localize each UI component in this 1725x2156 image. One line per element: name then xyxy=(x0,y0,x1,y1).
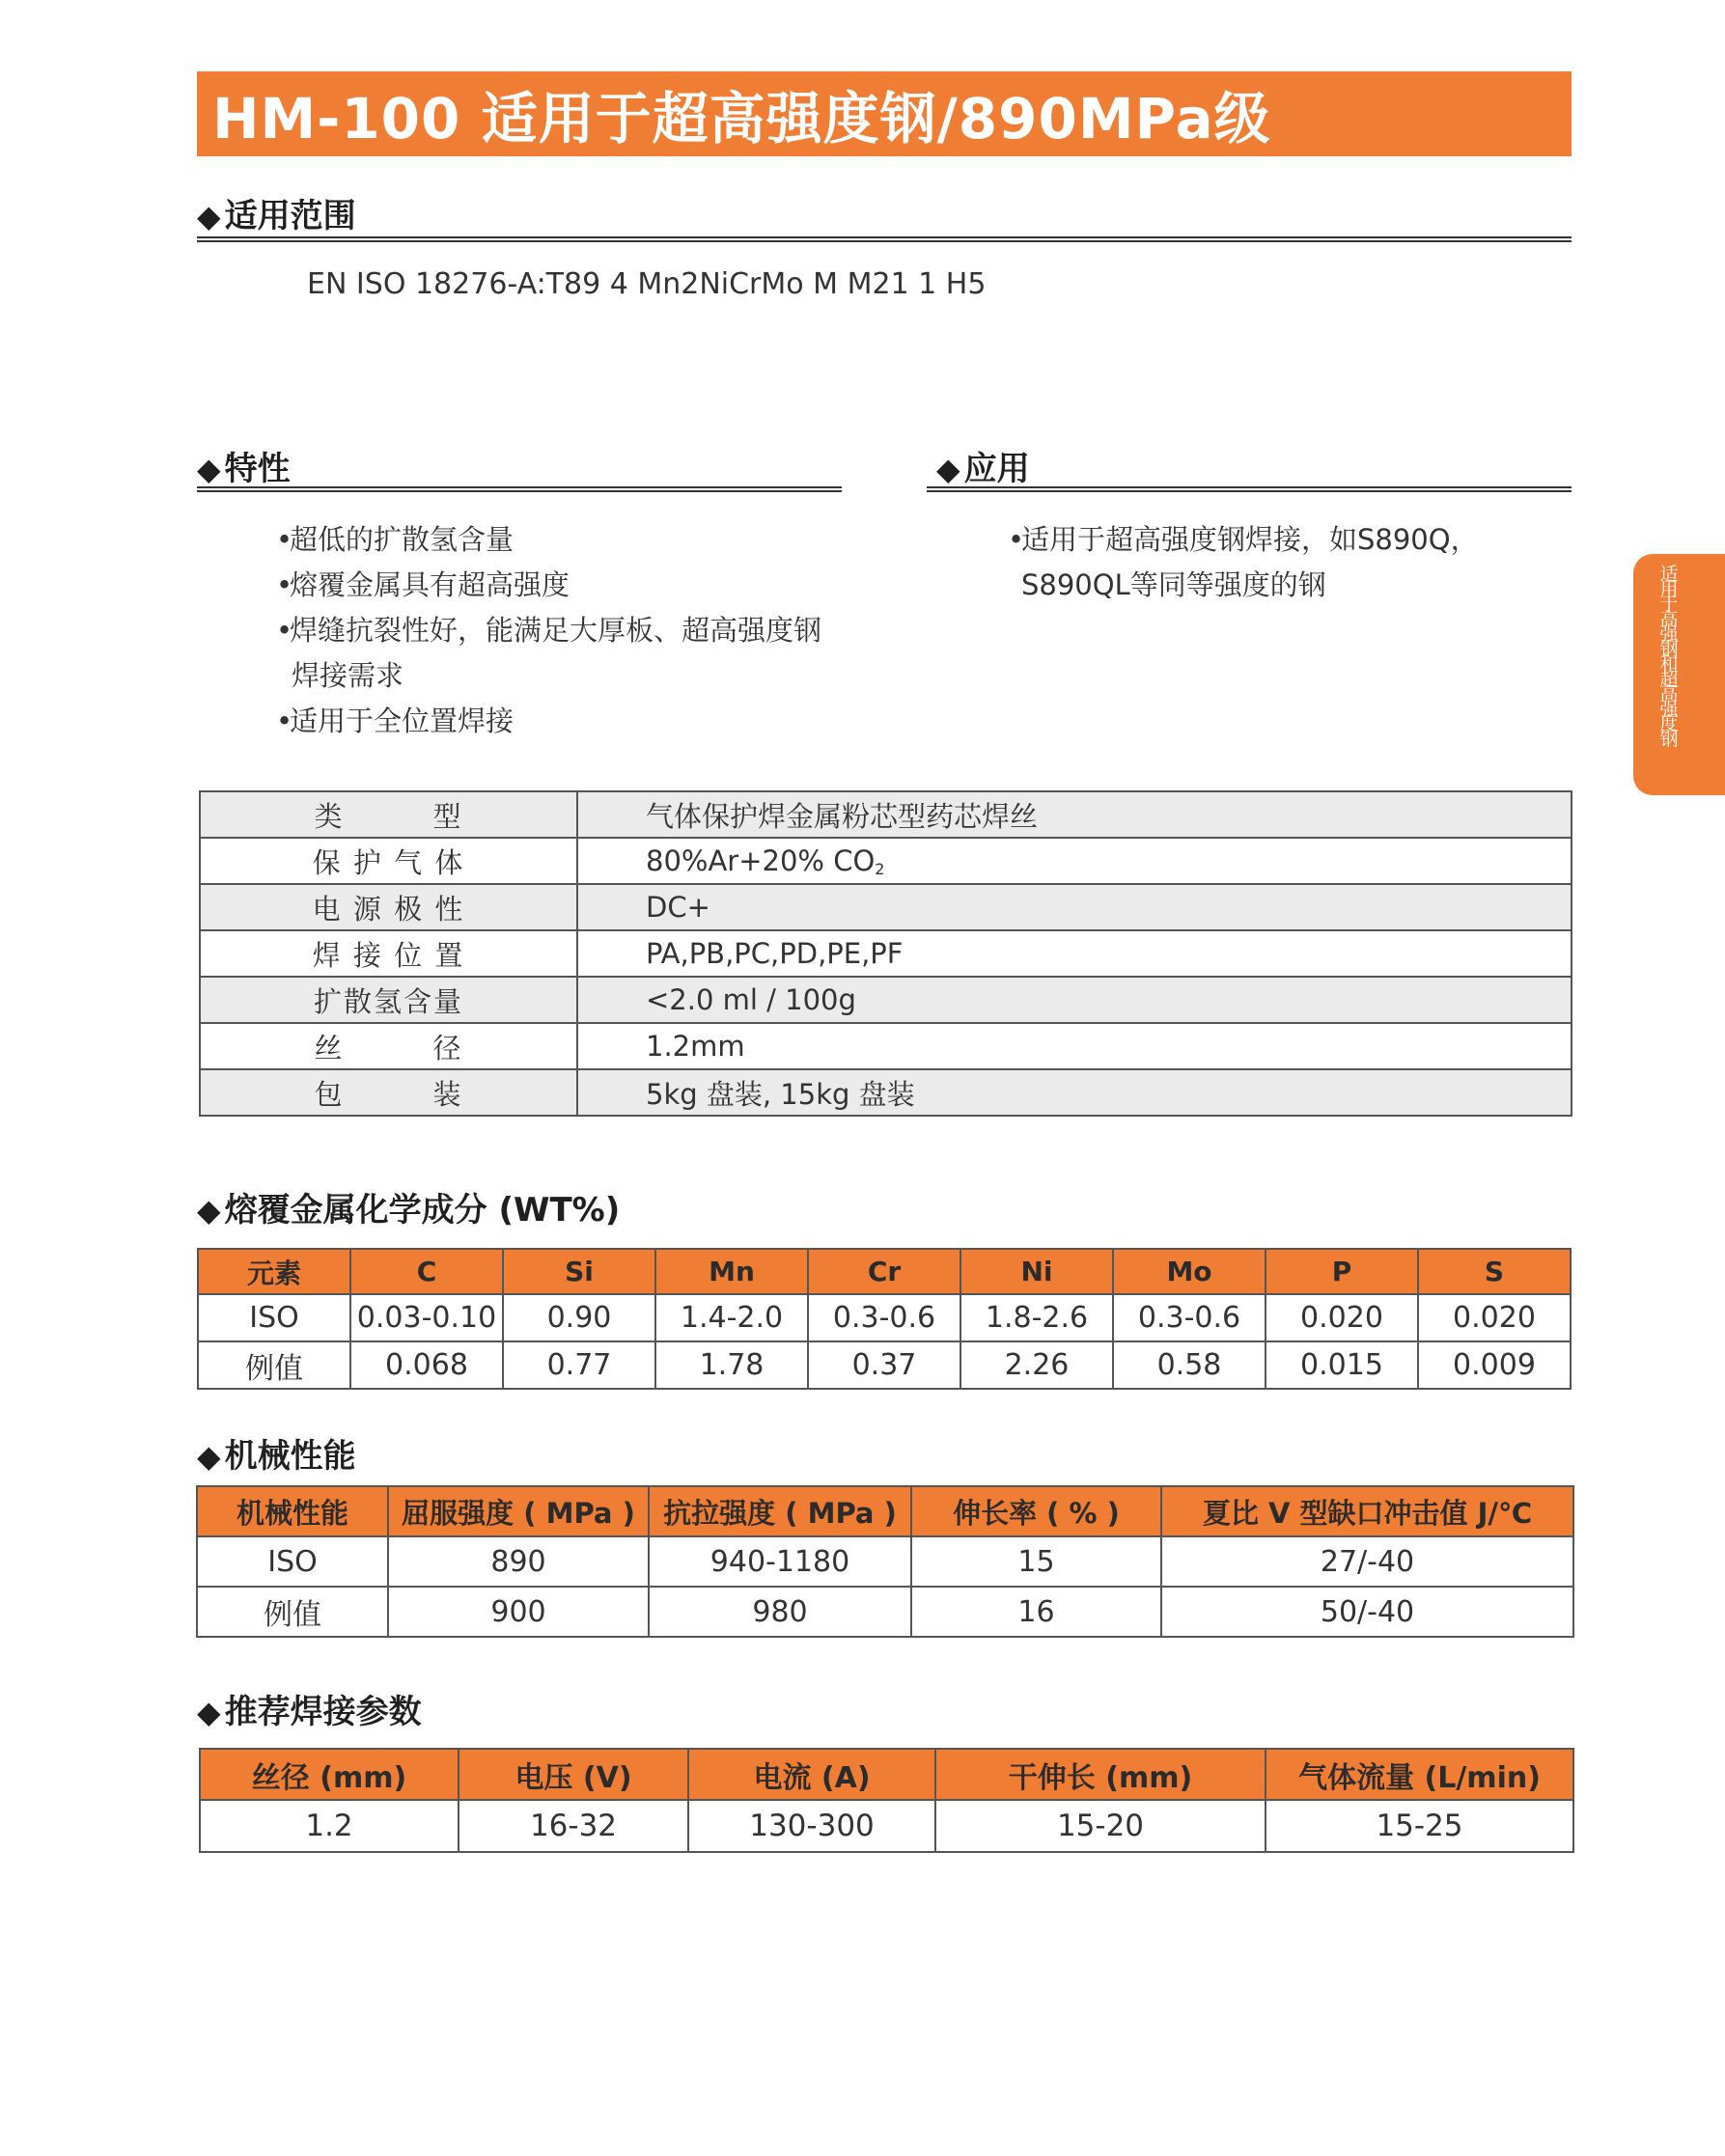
table-cell: 0.3-0.6 xyxy=(1113,1294,1266,1341)
table-cell: 15-20 xyxy=(935,1800,1266,1852)
side-index-tab[interactable] xyxy=(1633,554,1725,795)
mechanical-table xyxy=(196,1485,1574,1638)
spec-value: <2.0 ml / 100g xyxy=(577,977,1572,1023)
spec-label: 扩散氢含量 xyxy=(200,977,577,1023)
side-tab-label: 适用于高强钢和超高强度钢 xyxy=(1659,564,1679,750)
spec-label: 类 型 xyxy=(200,791,577,838)
table-cell: 0.90 xyxy=(503,1294,655,1341)
table-row xyxy=(198,1341,1571,1389)
column-header: S xyxy=(1418,1249,1571,1294)
table-cell: 例值 xyxy=(197,1587,388,1637)
application-line: • 适用于超高强度钢焊接，如S890Q， xyxy=(1010,517,1479,563)
table-cell: 例值 xyxy=(198,1341,350,1389)
spec-value: 5kg 盘装, 15kg 盘装 xyxy=(577,1069,1572,1116)
spec-label: 电 源 极 性 xyxy=(200,884,577,930)
features-divider xyxy=(197,486,842,492)
welding-heading: ◆ 推荐焊接参数 xyxy=(197,1693,422,1731)
column-header: Si xyxy=(503,1249,655,1294)
scope-heading: ◆ 适用范围 xyxy=(197,197,356,235)
column-header: 电压 (V) xyxy=(459,1749,688,1800)
welding-table xyxy=(199,1748,1574,1853)
list-item: • 熔覆金属具有超高强度 xyxy=(278,563,821,608)
table-header-row xyxy=(198,1249,1571,1294)
diamond-bullet-icon: ◆ xyxy=(197,198,221,235)
table-cell: 15 xyxy=(911,1536,1161,1587)
table-row xyxy=(197,1587,1573,1637)
column-header: C xyxy=(350,1249,503,1294)
column-header: 屈服强度 ( MPa ) xyxy=(388,1486,649,1536)
diamond-bullet-icon: ◆ xyxy=(936,451,960,487)
diamond-bullet-icon: ◆ xyxy=(197,1192,221,1229)
column-header: 抗拉强度 ( MPa ) xyxy=(649,1486,911,1536)
table-cell: 900 xyxy=(388,1587,649,1637)
spec-label: 保 护 气 体 xyxy=(200,838,577,884)
table-cell: 0.015 xyxy=(1266,1341,1418,1389)
table-row xyxy=(200,1023,1572,1069)
list-item: • 适用于全位置焊接 xyxy=(278,699,821,744)
table-cell: 16 xyxy=(911,1587,1161,1637)
table-cell: 15-25 xyxy=(1266,1800,1573,1852)
table-cell: 0.068 xyxy=(350,1341,503,1389)
spec-value: PA,PB,PC,PD,PE,PF xyxy=(577,930,1572,977)
spec-label: 焊 接 位 置 xyxy=(200,930,577,977)
spec-value: 气体保护焊金属粉芯型药芯焊丝 xyxy=(577,791,1572,838)
table-row xyxy=(200,791,1572,838)
spec-value: DC+ xyxy=(577,884,1572,930)
table-cell: 130-300 xyxy=(688,1800,935,1852)
table-row xyxy=(200,1069,1572,1116)
spec-label: 包 装 xyxy=(200,1069,577,1116)
table-cell: 0.37 xyxy=(808,1341,960,1389)
table-cell: 940-1180 xyxy=(649,1536,911,1587)
column-header: 夏比 V 型缺口冲击值 J/℃ xyxy=(1161,1486,1573,1536)
table-cell: 0.77 xyxy=(503,1341,655,1389)
spec-table xyxy=(199,790,1572,1117)
column-header: 丝径 (mm) xyxy=(200,1749,459,1800)
column-header: 元素 xyxy=(198,1249,350,1294)
column-header: Mn xyxy=(655,1249,808,1294)
table-cell: 2.26 xyxy=(960,1341,1113,1389)
features-list xyxy=(278,517,821,744)
table-row xyxy=(200,930,1572,977)
column-header: 干伸长 (mm) xyxy=(935,1749,1266,1800)
column-header: 气体流量 (L/min) xyxy=(1266,1749,1573,1800)
table-header-row xyxy=(197,1486,1573,1536)
table-row xyxy=(197,1536,1573,1587)
table-row xyxy=(200,1800,1573,1852)
table-cell: 0.03-0.10 xyxy=(350,1294,503,1341)
table-header-row xyxy=(200,1749,1573,1800)
list-item: • 超低的扩散氢含量 xyxy=(278,517,821,563)
title-banner xyxy=(197,71,1572,156)
column-header: Mo xyxy=(1113,1249,1266,1294)
table-cell: 890 xyxy=(388,1536,649,1587)
column-header: 电流 (A) xyxy=(688,1749,935,1800)
column-header: P xyxy=(1266,1249,1418,1294)
column-header: 机械性能 xyxy=(197,1486,388,1536)
list-item-continuation: 焊接需求 xyxy=(292,659,404,692)
chemistry-table xyxy=(197,1248,1572,1390)
application-line: S890QL等同等强度的钢 xyxy=(1021,568,1326,601)
table-row xyxy=(198,1294,1571,1341)
spec-label: 丝 径 xyxy=(200,1023,577,1069)
chemistry-heading: ◆ 熔覆金属化学成分 (WT%) xyxy=(197,1191,621,1230)
table-cell: 0.020 xyxy=(1266,1294,1418,1341)
application-text xyxy=(1010,517,1479,608)
list-item: • 焊缝抗裂性好，能满足大厚板、超高强度钢 xyxy=(278,608,821,653)
table-cell: 0.020 xyxy=(1418,1294,1571,1341)
table-cell: 980 xyxy=(649,1587,911,1637)
diamond-bullet-icon: ◆ xyxy=(197,1438,221,1475)
diamond-bullet-icon: ◆ xyxy=(197,1694,221,1730)
table-cell: 1.78 xyxy=(655,1341,808,1389)
table-cell: 27/-40 xyxy=(1161,1536,1573,1587)
spec-value: 80%Ar+20% $CO_2$ xyxy=(577,838,1572,884)
table-cell: 0.009 xyxy=(1418,1341,1571,1389)
table-row xyxy=(200,838,1572,884)
table-cell: ISO xyxy=(198,1294,350,1341)
table-row xyxy=(200,977,1572,1023)
page-title: HM-100 适用于超高强度钢/890MPa级 xyxy=(212,86,1271,152)
table-cell: 1.8-2.6 xyxy=(960,1294,1113,1341)
spec-value: 1.2mm xyxy=(577,1023,1572,1069)
table-cell: 1.2 xyxy=(200,1800,459,1852)
application-heading: ◆ 应用 xyxy=(936,450,1030,488)
table-cell: 0.3-0.6 xyxy=(808,1294,960,1341)
diamond-bullet-icon: ◆ xyxy=(197,451,221,487)
column-header: Ni xyxy=(960,1249,1113,1294)
table-cell: 0.58 xyxy=(1113,1341,1266,1389)
features-heading: ◆ 特性 xyxy=(197,450,291,488)
table-cell: 50/-40 xyxy=(1161,1587,1573,1637)
mechanical-heading: ◆ 机械性能 xyxy=(197,1437,356,1476)
scope-standard: EN ISO 18276-A:T89 4 Mn2NiCrMo M M21 1 H5 xyxy=(307,267,987,301)
column-header: Cr xyxy=(808,1249,960,1294)
table-cell: ISO xyxy=(197,1536,388,1587)
scope-divider xyxy=(197,236,1572,242)
table-cell: 1.4-2.0 xyxy=(655,1294,808,1341)
column-header: 伸长率 ( % ) xyxy=(911,1486,1161,1536)
table-cell: 16-32 xyxy=(459,1800,688,1852)
application-divider xyxy=(927,486,1572,492)
table-row xyxy=(200,884,1572,930)
